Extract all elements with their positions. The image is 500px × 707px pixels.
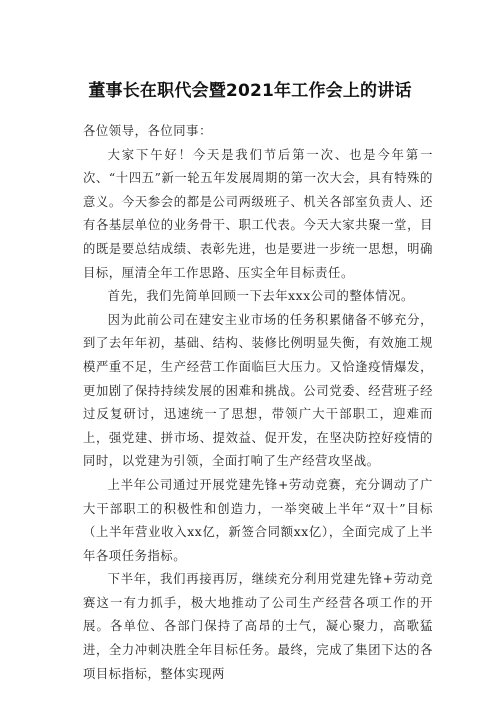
- paragraph-challenges: 因为此前公司在建安主业市场的任务积累储备不够充分，到了去年年初，基础、结构、装修比例明显失衡，有效施工规模严重不足，生产经营工作面临巨大压力。又恰逢疫情爆发，更加剧了保持持续发展的困难和挑战。公司党委、经营班子经过反复研讨，迅速统一了思想，带领广大干部职工，迎难而上，强党建、拼市场、提效益、促开发，在坚决防控好疫情的同时，以党建为引领，全面打响了生产经营攻坚战。: [83, 312, 433, 469]
- paragraph-second-half: 下半年，我们再接再厉，继续充分利用党建先锋+劳动竞赛这一有力抓手，极大地推动了公司生产经营各项工作的开展。各单位、各部门保持了高昂的士气，凝心聚力，高歌猛进，全力冲刺决胜全年目标任务。最终，完成了集团下达的各项目标指标，整体实现两: [83, 572, 433, 681]
- document-body: [83, 120, 433, 686]
- salutation: 各位领导，各位同事：: [83, 124, 212, 138]
- paragraph-opening: 大家下午好！今天是我们节后第一次、也是今年第一次、“十四五”新一轮五年发展周期的第一次大会，具有特殊的意义。今天参会的都是公司两级班子、机关各部室负责人、还有各基层单位的业务骨干、职工代表。今天大家共聚一堂，目的既是要总结成绩、表彰先进，也是要进一步统一思想，明确目标，厘清全年工作思路、压实全年目标责任。: [83, 147, 433, 280]
- paragraph-review-intro: 首先，我们先简单回顾一下去年xxx公司的整体情况。: [107, 289, 414, 304]
- paragraph-first-half: 上半年公司通过开展党建先锋+劳动竞赛，充分调动了广大干部职工的积极性和创造力，一举突破上半年“双十”目标（上半年营业收入xx亿，新签合同额xx亿），全面完成了上半年各项任务指标。: [83, 477, 433, 563]
- document-title: 董事长在职代会暨2021年工作会上的讲话: [88, 81, 412, 101]
